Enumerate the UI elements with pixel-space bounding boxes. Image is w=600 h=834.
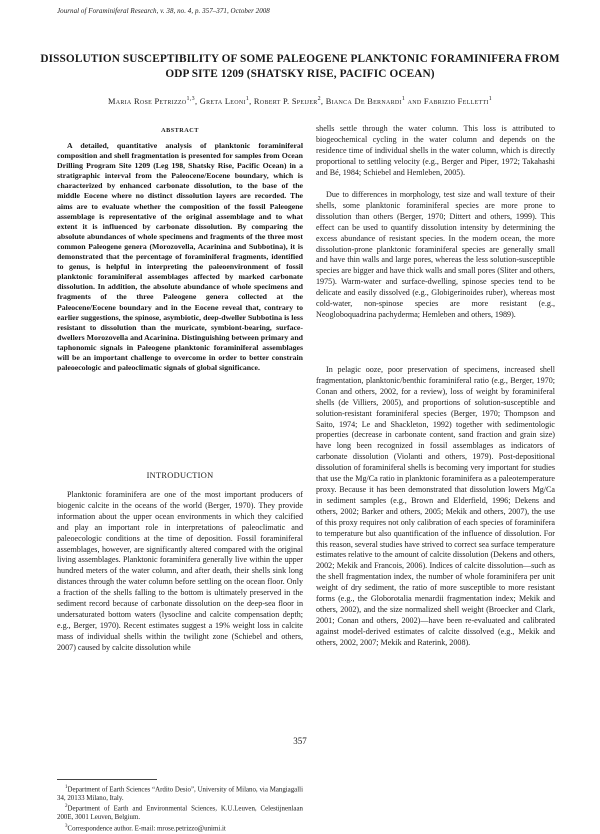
page-number: 357 bbox=[293, 736, 307, 746]
author-name: Greta Leoni bbox=[199, 96, 246, 106]
footnote-divider bbox=[57, 779, 157, 780]
journal-citation: Journal of Foraminiferal Research, v. 38, no. 4, p. 357–371, October 2008 bbox=[57, 7, 270, 15]
author-name: Robert P. Speijer bbox=[253, 96, 318, 106]
abstract-body: A detailed, quantitative analysis of planktonic foraminiferal composition and shell fragmentation is presented for samples from Ocean Drilling Program Site 1209 (Leg 198, Shatsky Rise, Pacific Ocean) in a stratigraphic interval from the Paleocene/Eocene boundary, which is characterized by enhanced carbonate dissolution, to the base of the middle Eocene where no distinct dissolution layers are recorded. The aims are to evaluate whether the composition of the fossil Paleogene assemblage is representative of the original assemblage and to what extent it is influenced by carbonate dissolution. By comparing the absolute abundances of whole specimens and fragments of the three most common Paleogene genera (Morozovella, Acarinina and Subbotina), it is demonstrated that the percentage of foraminiferal fragments, identified to genus, is helpful in interpreting the paleoenvironment of fossil planktonic foraminiferal assemblages affected by marked carbonate dissolution. In addition, the absolute abundance of whole specimens and fragments of the three Paleogene genera collected at the Paleocene/Eocene boundary and in the Eocene reveal that, contrary to earlier suggestions, the spinose, asymbiotic, deep-dweller Subbotina is less resistant to dissolution than the muricate, symbiont-bearing, surface-dwellers Morozovella and Acarinina. Distinguishing between primary and taphonomic signals in Paleogene planktonic foraminiferal assemblages will be an important challenge to overcome in order to better constrain paleoecologic and paleoclimatic signals of global significance. bbox=[57, 141, 303, 373]
right-column bbox=[316, 124, 555, 759]
author-affiliation-mark: 1 bbox=[401, 96, 406, 102]
footnote-text: Department of Earth Sciences “Ardito Desio”, University of Milano, via Mangiagalli 34, 20133 Milano, Italy. bbox=[57, 786, 303, 802]
footnote bbox=[57, 784, 303, 803]
introduction-heading: INTRODUCTION bbox=[146, 471, 214, 480]
footnote bbox=[57, 803, 303, 822]
footnote bbox=[57, 823, 303, 834]
author-name: Fabrizio Felletti bbox=[423, 96, 489, 106]
abstract-heading: ABSTRACT bbox=[161, 127, 199, 134]
author-conjunction: and bbox=[407, 96, 422, 106]
body-paragraph: In pelagic ooze, poor preservation of specimens, increased shell fragmentation, planktonic/benthic foraminiferal ratio (e.g., Berger, 1970; Conan and others, 2002, for a review), loss of weight by foraminiferal shells (de Villiers, 2005), and proportions of solution-susceptible and solution-resistant foraminiferal species (Berger, 1970; Thompson and Saito, 1974; Le and Shackleton, 1992) together with sedimentologic properties (decrease in carbonate content, sand fraction and grain size) have long been recognized in fossil assemblages as indicators of carbonate dissolution (Violanti and others, 1979). Post-depositional dissolution of foraminiferal shells is becoming very important for studies that use the Mg/Ca ratio in planktonic foraminifera as a paleotemperature proxy. Because it has been demonstrated that dissolution lowers Mg/Ca in sediment samples (e.g., Brown and Elderfield, 1996; Dekens and others, 2002; Barker and others, 2005; Mekik and others, 2007), the use of this proxy requires not only calibration of each species of foraminifera to temperature but also quantification of the influence of dissolution. For this reason, several studies have strived to correct sea surface temperature estimates relative to the amount of calcite dissolution (Dekens and others, 2002; Mekik and Francois, 2006). Indices of calcite dissolution—such as the shell fragmentation index, the number of whole foraminifera per unit weight of dry sediment, the ratio of more susceptible to more resistant forms (e.g., the Globorotalia menardii fragmentation index; Mekik and others, 2002), and the size normalized shell weight (Broecker and Clark, 2001; Conan and others, 2002)—have been re-evaluated and calibrated against model-derived estimates of calcite dissolved (e.g., Mekik and others, 2002, 2007; Mekik and Raterink, 2008). bbox=[316, 365, 555, 647]
footnote-mark: 2 bbox=[65, 804, 68, 810]
footnote-mark: 1 bbox=[65, 785, 68, 790]
author-name: Maria Rose Petrizzo bbox=[107, 96, 187, 106]
author-affiliation-mark: 1,3 bbox=[186, 96, 195, 102]
footnote-text: Correspondence author. E-mail: mrose.petrizzo@unimi.it bbox=[67, 825, 226, 833]
author-list: Maria Rose Petrizzo$^{1,3}$, Greta Leoni$^1$, Robert P. Speijer$^2$, Bianca De Bernardi$^1$ and Fabrizio Felletti$^1$ bbox=[107, 96, 493, 106]
footnote-text: Department of Earth and Environmental Sciences, K.U.Leuven, Celestijnenlaan 200E, 3001 Leuven, Belgium. bbox=[57, 805, 303, 822]
author-name: Bianca De Bernardi bbox=[325, 96, 402, 106]
introduction-paragraph: Planktonic foraminifera are one of the most important producers of biogenic calcite in the oceans of the world (Berger, 1970). They provide information about the upper ocean environments in which they calcified and play an important role in interpretations of paleoclimatic and paleoecologic conditions at the time of deposition. Fossil foraminiferal assemblages, however, are significantly altered compared with the original living assemblages. Planktonic foraminifera generally live within the upper hundred meters of the water column, and after death, their shells sink long distances through the water column before settling on the ocean floor. Only a fraction of the shells falling to the bottom is ultimately preserved in the sediment record because of carbonate dissolution on the deep-sea floor in undersaturated bottom waters (lysocline and calcite compensation depth; e.g., Berger, 1970). Recent estimates suggest a 19% weight loss in calcite mass of individual shells within the twilight zone (Schiebel and others, 2007) caused by calcite dissolution while bbox=[57, 490, 303, 652]
body-paragraph: Due to differences in morphology, test size and wall texture of their shells, some planktonic foraminiferal species are more prone to dissolution than others (Berger, 1970; Dittert and others, 1999). This effect can be used to quantify dissolution intensity by determining the excess abundance of resistant species. In the modern ocean, the more dissolution-prone planktonic foraminiferal species are generally small and have thin walls and large pores, whereas the less solution-susceptible species are bigger and have thick walls and small pores (Sliter and others, 1975). Warm-water and surface-dwelling, spinose species tend to be delicate and easily dissolved (e.g., Globigerinoides ruber), whereas most cold-water, non-spinose species are more resistant (e.g., Neogloboquadrina pachyderma; Hemleben and others, 1989). bbox=[316, 190, 555, 319]
footnotes bbox=[57, 784, 303, 834]
paper-title: DISSOLUTION SUSCEPTIBILITY OF SOME PALEOGENE PLANKTONIC FORAMINIFERA FROM ODP SITE 1209 (SHATSKY RISE, PACIFIC OCEAN) bbox=[40, 53, 560, 80]
left-column bbox=[57, 124, 303, 834]
author-affiliation-mark: 1 bbox=[245, 96, 250, 102]
author-affiliation-mark: 1 bbox=[488, 96, 493, 102]
body-paragraph: shells settle through the water column. This loss is attributed to biogeochemical cycling in the water column and depends on the residence time of individual shells in the water column, which is directly proportional to settling velocity (e.g., Berger and Piper, 1972; Takahashi and Bé, 1984; Schiebel and Hemleben, 2005). bbox=[316, 124, 555, 177]
author-affiliation-mark: 2 bbox=[317, 96, 321, 102]
footnote-mark: 3 bbox=[65, 823, 68, 829]
